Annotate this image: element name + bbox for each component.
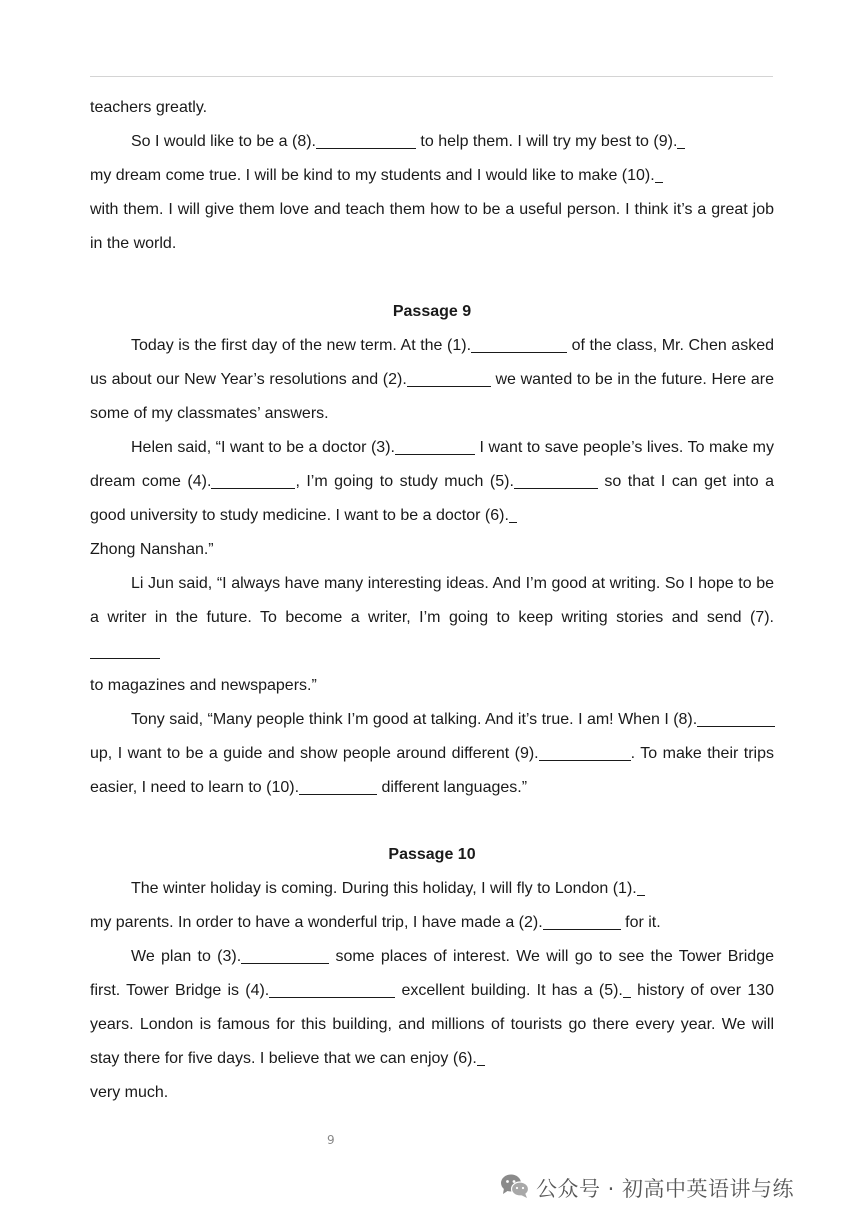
paragraph: Li Jun said, “I always have many interesting ideas. And I’m good at writing. So I hope to be a writer in the future. To become a writer, I’m going to keep writing stories and send (7). to magazines and newspapers.”	[90, 575, 774, 694]
answer-blank[interactable]	[655, 166, 663, 183]
answer-blank[interactable]	[539, 744, 631, 761]
watermark	[500, 1170, 794, 1206]
answer-blank[interactable]	[316, 132, 416, 149]
answer-blank[interactable]	[514, 472, 598, 489]
passage-title: Passage 10	[388, 846, 476, 863]
paragraph: The winter holiday is coming. During this holiday, I will fly to London (1). my parents. In order to have a wonderful trip, I have made a (2). for it.	[90, 880, 661, 931]
answer-blank[interactable]	[407, 370, 491, 387]
header-rule	[90, 76, 773, 77]
text-line: teachers greatly.	[90, 99, 208, 116]
wechat-icon	[500, 1173, 530, 1204]
answer-blank[interactable]	[299, 778, 377, 795]
answer-blank[interactable]	[697, 710, 775, 727]
paragraph: So I would like to be a (8). to help them. I will try my best to (9). my dream come true. I will be kind to my students and I would like to make (10). with them. I will give them love and teach them how to be a useful person. I think it’s a great job in the world.	[90, 133, 774, 252]
answer-blank[interactable]	[623, 981, 631, 998]
answer-blank[interactable]	[677, 132, 685, 149]
answer-blank[interactable]	[211, 472, 295, 489]
passage-title: Passage 9	[392, 303, 472, 320]
watermark-text: 公众号 · 初高中英语讲与练	[536, 1177, 795, 1201]
answer-blank[interactable]	[90, 642, 160, 659]
answer-blank[interactable]	[637, 879, 645, 896]
paragraph: We plan to (3). some places of interest. We will go to see the Tower Bridge first. Tower Bridge is (4). excellent building. It has a (5). history of over 130 years. London is famous for this building, and millions of tourists go there every year. We will stay there for five days. I believe that we can enjoy (6). very much.	[90, 948, 775, 1101]
answer-blank[interactable]	[471, 336, 567, 353]
answer-blank[interactable]	[543, 913, 621, 930]
answer-blank[interactable]	[241, 947, 329, 964]
page-number: 9	[327, 1133, 335, 1147]
answer-blank[interactable]	[395, 438, 475, 455]
paragraph: Tony said, “Many people think I’m good at talking. And it’s true. I am! When I (8). up, I want to be a guide and show people around different (9). . To make their trips easier, I need to learn to (10). different languages.”	[90, 711, 775, 796]
answer-blank[interactable]	[509, 506, 517, 523]
paragraph: Helen said, “I want to be a doctor (3). I want to save people’s lives. To make my dream come (4). , I’m going to study much (5). so that I can get into a good university to study medicine. I want to be a doctor (6). Zhong Nanshan.”	[90, 439, 775, 558]
answer-blank[interactable]	[477, 1049, 485, 1066]
answer-blank[interactable]	[269, 981, 395, 998]
paragraph: Today is the first day of the new term. At the (1). of the class, Mr. Chen asked us about our New Year’s resolutions and (2). we wanted to be in the future. Here are some of my classmates’ answers.	[90, 337, 774, 422]
